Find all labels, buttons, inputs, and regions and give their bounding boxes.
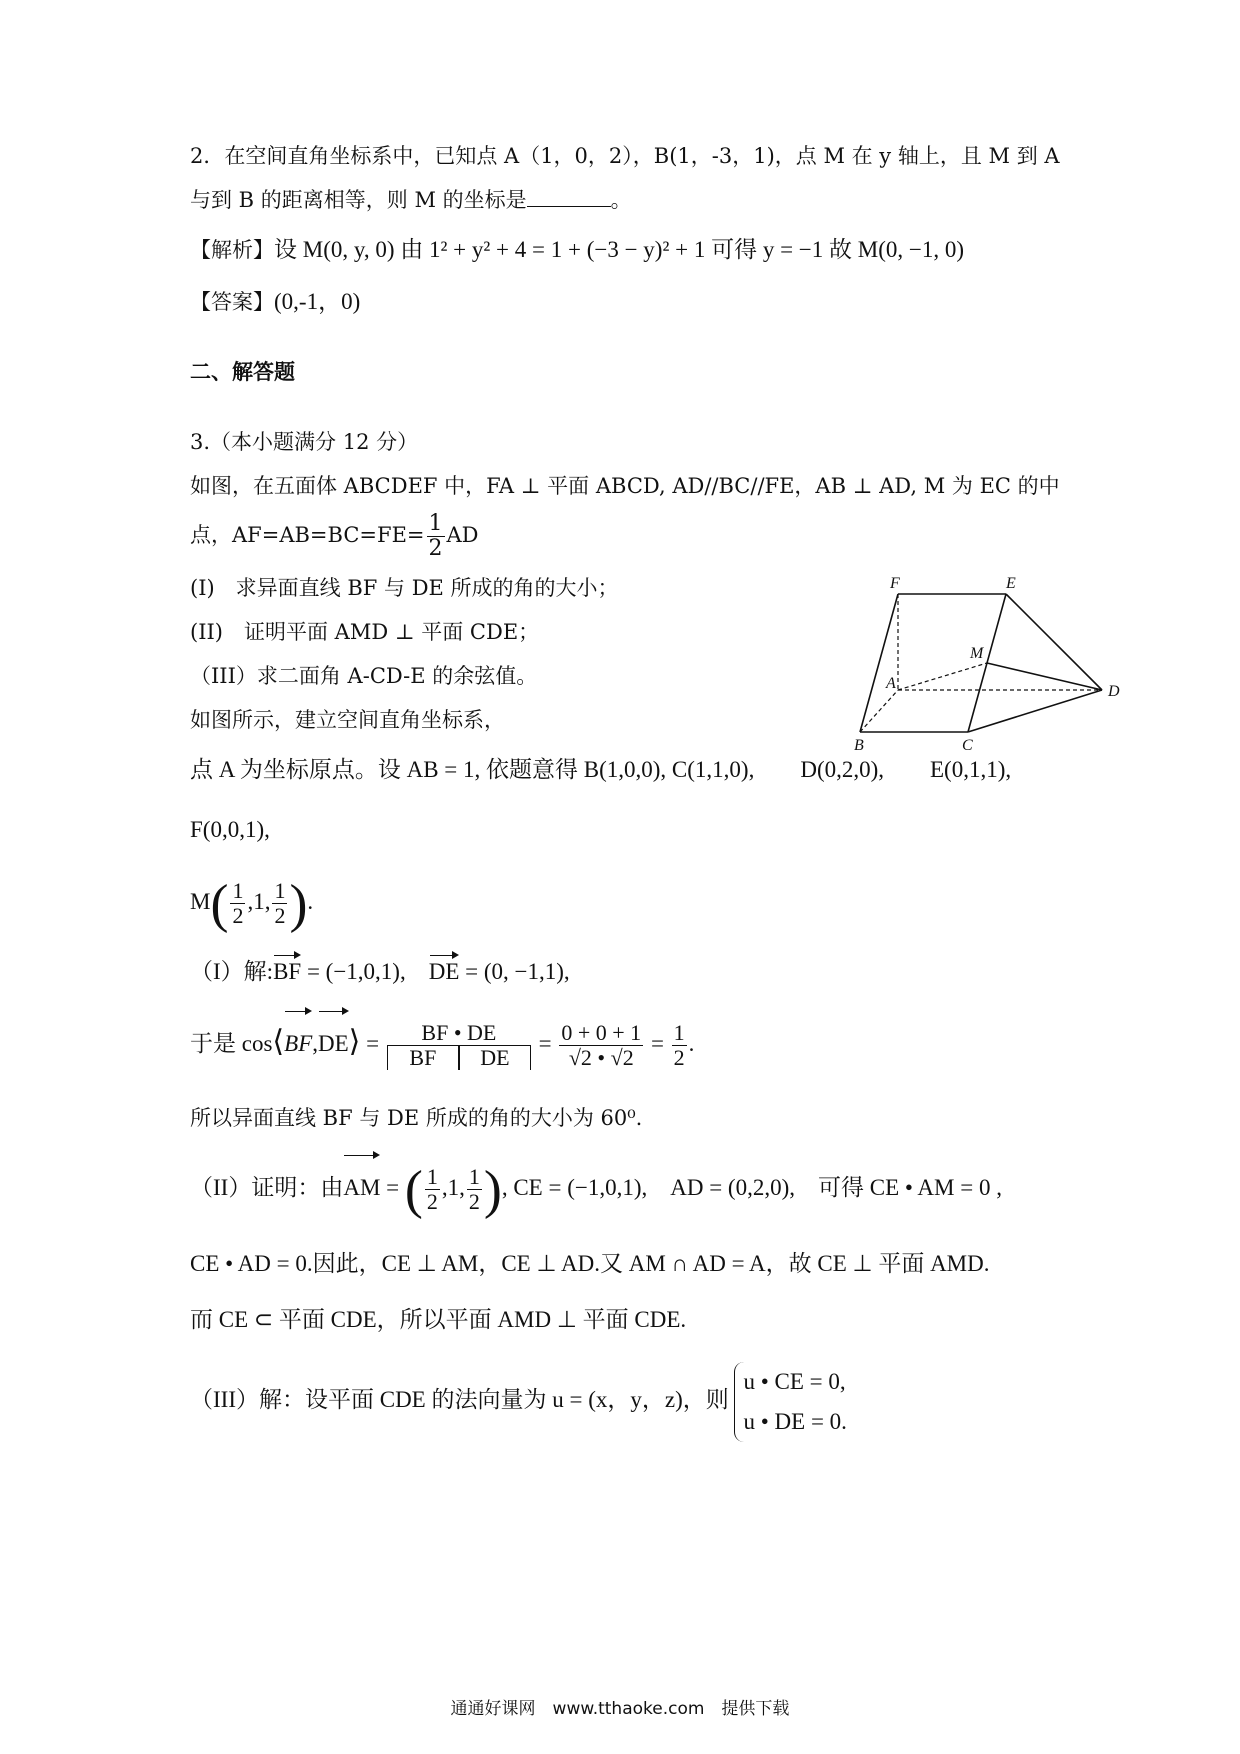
edge-ed (1006, 594, 1102, 690)
vector-bf: BF (273, 959, 302, 984)
frac-num: 1 (428, 511, 443, 536)
s1-bf-val: = (−1,0,1), (301, 959, 429, 984)
q2-answer (190, 288, 360, 316)
eq-1: = (366, 1031, 380, 1056)
m-frac-2-num: 1 (274, 878, 286, 904)
m-frac-1 (230, 879, 245, 928)
q2-line1: 2．在空间直角坐标系中，已知点 A（1，0，2），B(1，-3，1)，点 M 在 y 轴上，且 M 到 A (190, 144, 1060, 168)
cos-pre: 于是 cos (190, 1031, 273, 1056)
answer-text: (0,-1，0) (274, 289, 361, 314)
paren-right: ) (289, 873, 308, 934)
val-num: 0 + 0 + 1 (561, 1020, 642, 1046)
cos-den (387, 1046, 531, 1070)
analysis-label: 【解析】 (190, 238, 274, 262)
s3-pre: （III）解：设平面 CDE 的法向量为 u = (x，y，z)，则 (190, 1387, 729, 1412)
footer: 通通好课网 www.tthaoke.com 提供下载 (450, 1699, 790, 1719)
answer-blank (527, 186, 611, 207)
q3-line2-post: AD (446, 523, 479, 547)
q3-part2: (II) 证明平面 AMD ⊥ 平面 CDE； (190, 620, 540, 644)
q3-part1: (I) 求异面直线 BF 与 DE 所成的角的大小； (190, 576, 619, 600)
s2-mid: ,1, (441, 1175, 465, 1200)
eq-2: = (538, 1031, 552, 1056)
q2-line2-end: 。 (610, 188, 632, 212)
q3-setup2: 点 A 为坐标原点。设 AB = 1, 依题意得 B(1,0,0), C(1,1,0), D(0,2,0), E(0,1,1), (190, 757, 1012, 782)
s1-pre: （I）解: (190, 959, 274, 984)
q2-line2 (190, 186, 632, 214)
m-coordinates (190, 872, 313, 932)
s2-frac-1-den: 2 (426, 1189, 438, 1215)
vec-bf-it: BF (284, 1014, 312, 1074)
norm-de: DE (459, 1046, 531, 1070)
s3-eq1: u • CE = 0, (743, 1368, 846, 1394)
q2-analysis (190, 236, 964, 264)
m-frac-2 (272, 879, 287, 928)
vec-de-it: DE (318, 1014, 349, 1074)
section-title: 二、解答题 (190, 360, 295, 384)
solution-1 (190, 958, 570, 986)
m-end: . (307, 889, 314, 914)
q2-line2-text: 与到 B 的距离相等，则 M 的坐标是 (190, 188, 527, 212)
s2-line1-b: CE = (−1,0,1), AD = (0,2,0), 可得 CE • AM = 0 , (513, 1175, 1002, 1200)
m-frac-1-num: 1 (232, 878, 244, 904)
m-frac-2-den: 2 (274, 903, 286, 929)
q3-line1: 如图，在五面体 ABCDEF 中，FA ⊥ 平面 ABCD, AD//BC//FE，AB ⊥ AD, M 为 EC 的中 (190, 474, 1060, 498)
vector-am: AM (343, 1158, 380, 1218)
solution-3 (190, 1358, 847, 1442)
label-d: D (1108, 683, 1120, 700)
conclusion-1: 所以异面直线 BF 与 DE 所成的角的大小为 60⁰. (190, 1106, 643, 1130)
m-frac-1-den: 2 (232, 903, 244, 929)
paren-left: ( (210, 873, 229, 934)
label-c: C (962, 737, 973, 754)
label-a: A (886, 675, 896, 692)
solution-2-line3: 而 CE ⊂ 平面 CDE，所以平面 AMD ⊥ 平面 CDE. (190, 1307, 687, 1332)
q3-setup3: F(0,0,1), (190, 817, 270, 842)
s2-frac-1 (425, 1165, 440, 1214)
cos-equation: 于是 cos⟨BF,DE⟩ = $\frac{BF • DE}{\text{BF DE}}$ = $\frac{0 + 0 + 1}{√2 • √2}$ = $\frac{1}{2}$ . (190, 1012, 694, 1072)
val-frac (559, 1021, 643, 1070)
label-m: M (970, 645, 984, 662)
cos-num: BF • DE (387, 1021, 531, 1046)
solution-2-line1: （II）证明：由AM = ( $\frac{1}{2}$ ,1, $\frac{1}{2}$ ), CE = (−1,0,1), AD = (0,2,0), 可得 CE • AM = 0 , (190, 1159, 1002, 1220)
label-e: E (1006, 575, 1016, 592)
edge-md (987, 663, 1102, 690)
s2-frac-2 (467, 1165, 482, 1214)
norm-bf: BF (387, 1046, 459, 1070)
s2-frac-2-den: 2 (468, 1189, 480, 1215)
edge-cd (968, 690, 1102, 732)
frac-den: 2 (428, 536, 443, 561)
res-num: 1 (673, 1020, 685, 1046)
val-den: √2 • √2 (568, 1045, 634, 1071)
q3-setup1: 如图所示，建立空间直角坐标系， (190, 708, 505, 732)
s2-paren-left: ( (404, 1159, 423, 1220)
cos-frac (387, 1021, 531, 1070)
s1-de-val: = (0, −1,1), (459, 959, 570, 984)
q3-part3: （III）求二面角 A-CD-E 的余弦值。 (190, 664, 538, 688)
solution-2-line2: CE • AD = 0.因此，CE ⊥ AM，CE ⊥ AD.又 AM ∩ AD = A，故 CE ⊥ 平面 AMD. (190, 1251, 990, 1276)
s2-pre: （II）证明：由 (190, 1175, 344, 1200)
label-f: F (890, 575, 900, 592)
res-den: 2 (673, 1045, 685, 1071)
label-b: B (854, 737, 864, 754)
equation-system (734, 1362, 846, 1442)
s2-frac-1-num: 1 (426, 1164, 438, 1190)
answer-label: 【答案】 (190, 290, 274, 314)
pentahedron-figure (830, 560, 1130, 780)
res-frac (672, 1021, 687, 1070)
q3-line2-pre: 点，AF=AB=BC=FE= (190, 523, 425, 547)
edge-am (898, 663, 987, 690)
s3-eq2: u • DE = 0. (743, 1408, 847, 1434)
m-label: M (190, 889, 211, 914)
s2-frac-2-num: 1 (468, 1164, 480, 1190)
q3-header: 3.（本小题满分 12 分） (190, 430, 419, 454)
vector-de: DE (428, 959, 460, 984)
analysis-text: 设 M(0, y, 0) 由 1² + y² + 4 = 1 + (−3 − y)² + 1 可得 y = −1 故 M(0, −1, 0) (274, 237, 965, 262)
s2-paren-right: ) (483, 1159, 502, 1220)
m-mid: ,1, (247, 889, 271, 914)
half-fraction (427, 512, 445, 561)
eq-3: = (650, 1031, 664, 1056)
q3-line2 (190, 512, 479, 561)
